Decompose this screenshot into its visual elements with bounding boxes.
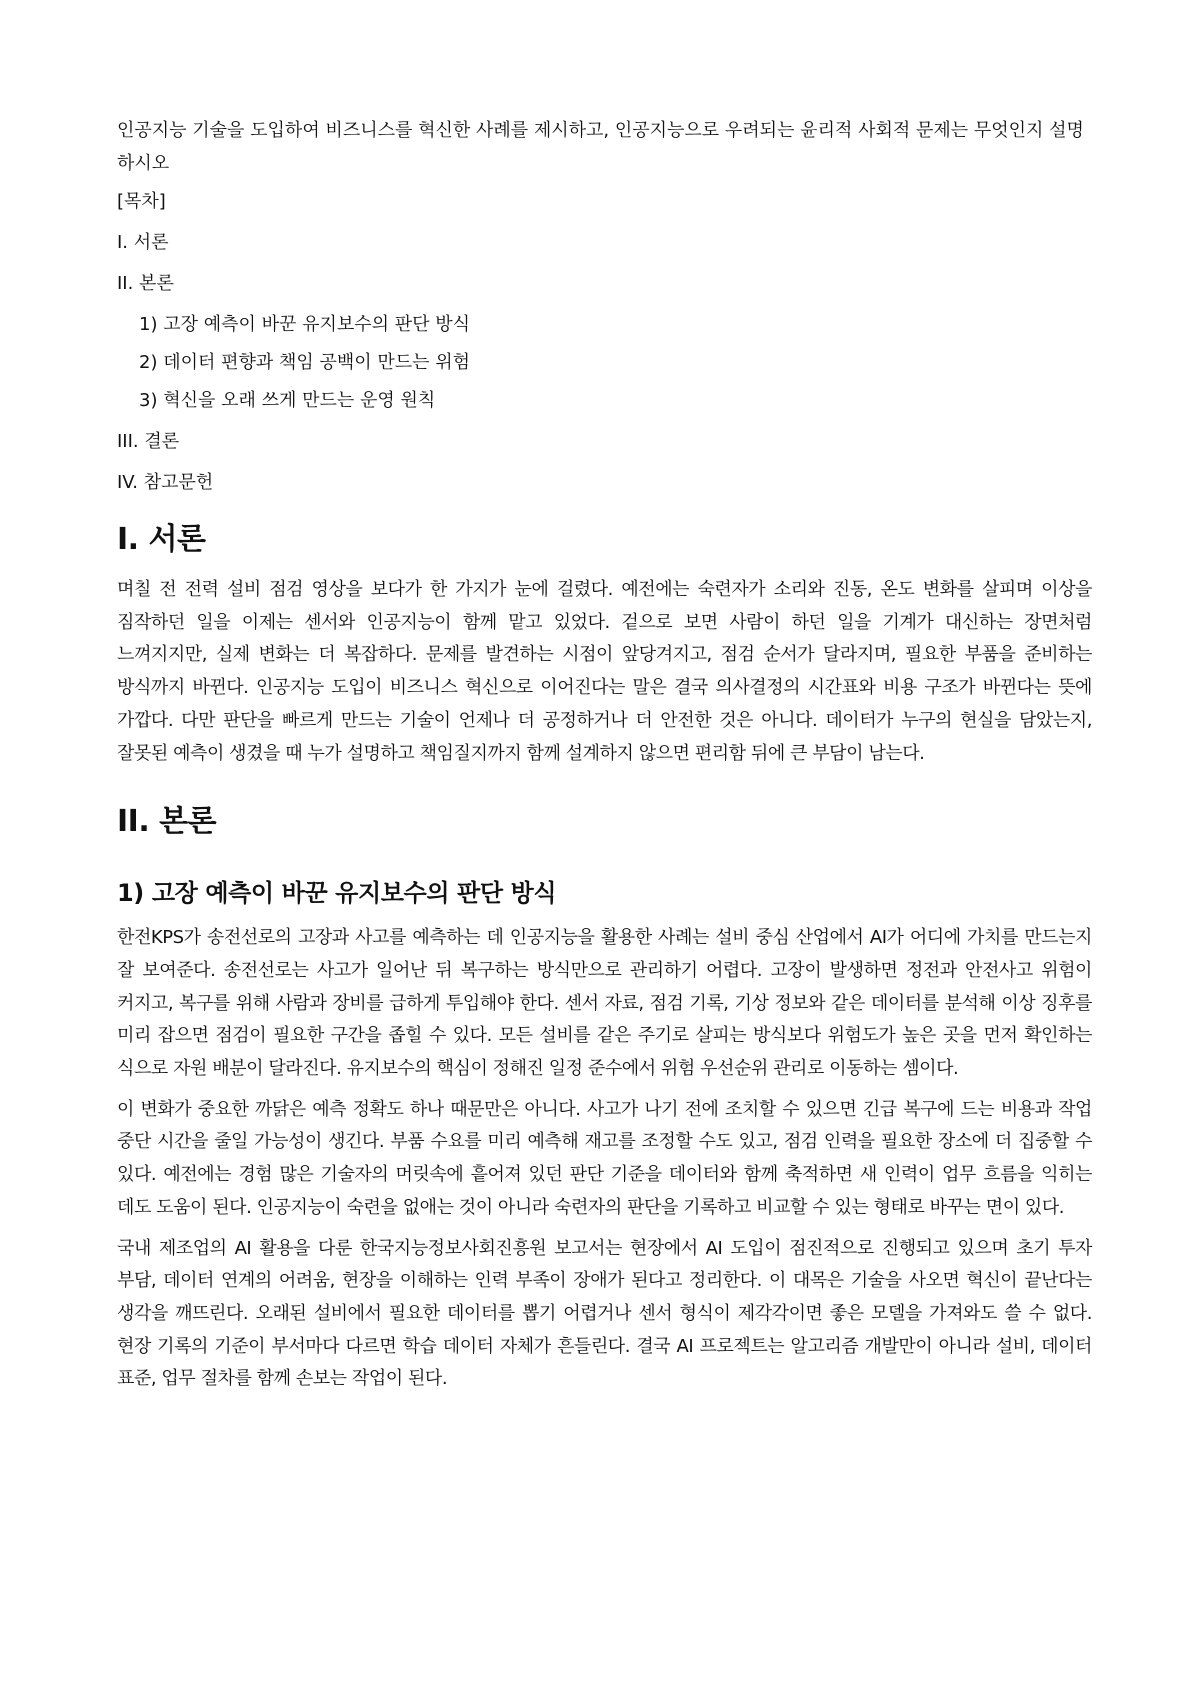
- toc-item: III. 결론: [117, 431, 180, 452]
- section-heading-main: II. 본론: [117, 804, 217, 840]
- document-page: [117, 114, 1092, 1404]
- subsection-heading-1: 1) 고장 예측이 바꾼 유지보수의 판단 방식: [117, 879, 557, 908]
- toc-item: II. 본론: [117, 273, 174, 294]
- toc-subitem: 2) 데이터 편향과 책임 공백이 만드는 위험: [139, 352, 471, 373]
- essay-question: 인공지능 기술을 도입하여 비즈니스를 혁신한 사례를 제시하고, 인공지능으로 우려되는 윤리적 사회적 문제는 무엇인지 설명하시오: [117, 120, 1084, 174]
- body-paragraph: 국내 제조업의 AI 활용을 다룬 한국지능정보사회진흥원 보고서는 현장에서 AI 도입이 점진적으로 진행되고 있으며 초기 투자 부담, 데이터 연계의 어려움, 현장을 이해하는 인력 부족이 장애가 된다고 정리한다. 이 대목은 기술을 사오면 혁신이 끝난다는 생각을 깨뜨린다. 오래된 설비에서 필요한 데이터를 뽑기 어렵거나 센서 형식이 제각각이면 좋은 모델을 가져와도 쓸 수 없다. 현장 기록의 기준이 부서마다 다르면 학습 데이터 자체가 흔들린다. 결국 AI 프로젝트는 알고리즘 개발만이 아니라 설비, 데이터 표준, 업무 절차를 함께 손보는 작업이 된다.: [117, 1237, 1092, 1390]
- section-heading-intro: I. 서론: [117, 522, 206, 557]
- body-paragraph: 이 변화가 중요한 까닭은 예측 정확도 하나 때문만은 아니다. 사고가 나기 전에 조치할 수 있으면 긴급 복구에 드는 비용과 작업 중단 시간을 줄일 가능성이 생긴다. 부품 수요를 미리 예측해 재고를 조정할 수도 있고, 점검 인력을 필요한 장소에 더 집중할 수 있다. 예전에는 경험 많은 기술자의 머릿속에 흩어져 있던 판단 기준을 데이터와 함께 축적하면 새 인력이 업무 흐름을 익히는 데도 도움이 된다. 인공지능이 숙련을 없애는 것이 아니라 숙련자의 판단을 기록하고 비교할 수 있는 형태로 바꾸는 면이 있다.: [117, 1098, 1092, 1218]
- table-of-contents: [117, 189, 1092, 496]
- toc-heading: [목차]: [117, 191, 166, 212]
- intro-paragraph: 며칠 전 전력 설비 점검 영상을 보다가 한 가지가 눈에 걸렸다. 예전에는 숙련자가 소리와 진동, 온도 변화를 살피며 이상을 짐작하던 일을 이제는 센서와 인공지능이 함께 맡고 있었다. 겉으로 보면 사람이 하던 일을 기계가 대신하는 장면처럼 느껴지지만, 실제 변화는 더 복잡하다. 문제를 발견하는 시점이 앞당겨지고, 점검 순서가 달라지며, 필요한 부품을 준비하는 방식까지 바뀐다. 인공지능 도입이 비즈니스 혁신으로 이어진다는 말은 결국 의사결정의 시간표와 비용 구조가 바뀐다는 뜻에 가깝다. 다만 판단을 빠르게 만드는 기술이 언제나 더 공정하거나 더 안전한 것은 아니다. 데이터가 누구의 현실을 담았는지, 잘못된 예측이 생겼을 때 누가 설명하고 책임질지까지 함께 설계하지 않으면 편리함 뒤에 큰 부담이 남는다.: [117, 579, 1092, 764]
- toc-subitem: 3) 혁신을 오래 쓰게 만드는 운영 원칙: [139, 390, 436, 411]
- toc-item: IV. 참고문헌: [117, 472, 214, 493]
- body-paragraph: 한전KPS가 송전선로의 고장과 사고를 예측하는 데 인공지능을 활용한 사례는 설비 중심 산업에서 AI가 어디에 가치를 만드는지 잘 보여준다. 송전선로는 사고가 일어난 뒤 복구하는 방식만으로 관리하기 어렵다. 고장이 발생하면 정전과 안전사고 위험이 커지고, 복구를 위해 사람과 장비를 급하게 투입해야 한다. 센서 자료, 점검 기록, 기상 정보와 같은 데이터를 분석해 이상 징후를 미리 잡으면 점검이 필요한 구간을 좁힐 수 있다. 모든 설비를 같은 주기로 살피는 방식보다 위험도가 높은 곳을 먼저 확인하는 식으로 자원 배분이 달라진다. 유지보수의 핵심이 정해진 일정 준수에서 위험 우선순위 관리로 이동하는 셈이다.: [117, 927, 1092, 1080]
- toc-subitem: 1) 고장 예측이 바꾼 유지보수의 판단 방식: [139, 314, 471, 335]
- toc-item: I. 서론: [117, 232, 169, 253]
